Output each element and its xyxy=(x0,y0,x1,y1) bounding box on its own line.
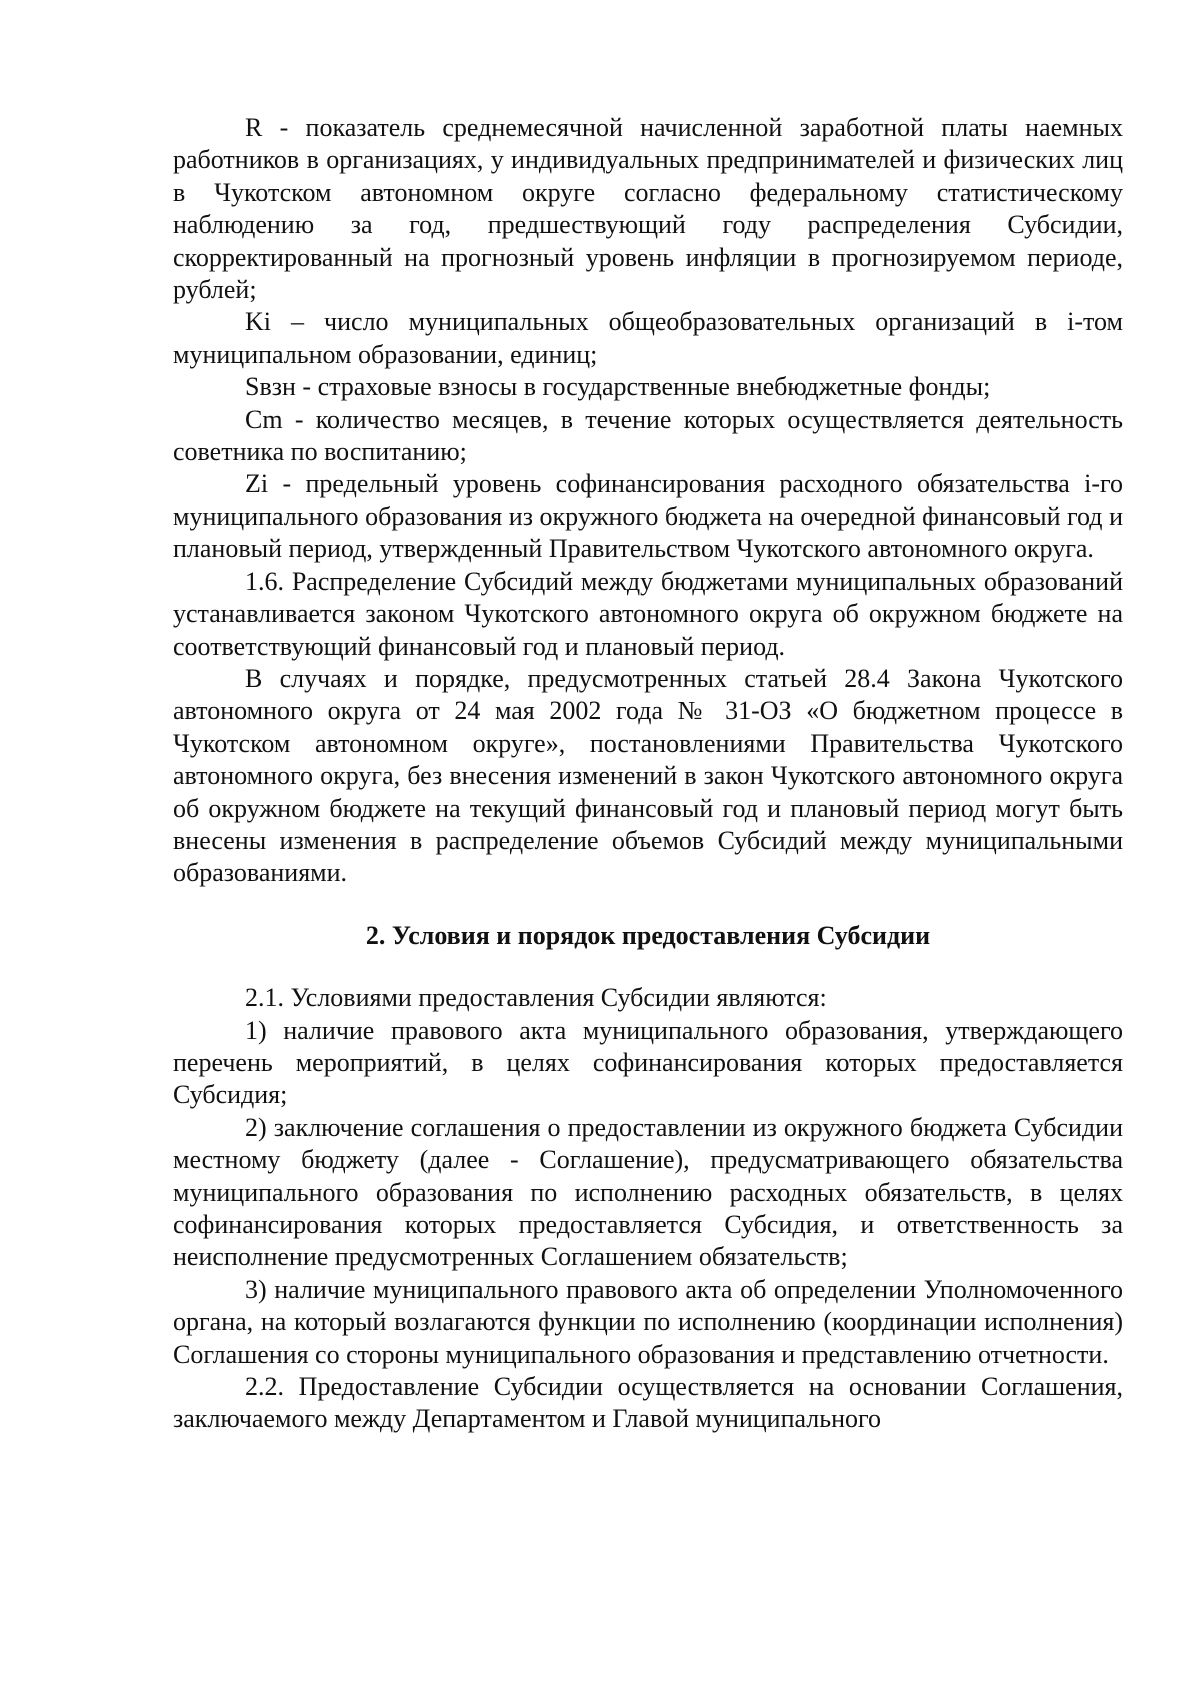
paragraph-1-6: 1.6. Распределение Субсидий между бюджетами муниципальных образований устанавливается законом Чукотского автономного округа об окружном бюджете на соответствующий финансовый год и плановый период. xyxy=(173,566,1123,661)
paragraph-2-1: 2.1. Условиями предоставления Субсидии являются: xyxy=(245,983,827,1013)
paragraph-zi-definition: Zi - предельный уровень софинансирования расходного обязательства i-го муниципального образования из окружного бюджета на очередной финансовый год и плановый период, утвержденный Правительством Чукотского автономного округа. xyxy=(173,469,1123,564)
paragraph-r-definition: R - показатель среднемесячной начисленной заработной платы наемных работников в организациях, у индивидуальных предпринимателей и физических лиц в Чукотском автономном округе согласно федеральному статистическому наблюдению за год, предшествующий году распределения Субсидии, скорректированный на прогнозный уровень инфляции в прогнозируемом периоде, рублей; xyxy=(173,113,1123,305)
section-heading: 2. Условия и порядок предоставления Субсидии xyxy=(365,920,931,950)
paragraph-amendments: В случаях и порядке, предусмотренных статьей 28.4 Закона Чукотского автономного округа от 24 мая 2002 года № 31-ОЗ «О бюджетном процессе в Чукотском автономном округе», постановлениями Правительства Чукотского автономного округа, без внесения изменений в закон Чукотского автономного округа об окружном бюджете на текущий финансовый год и плановый период могут быть внесены изменения в распределение объемов Субсидий между муниципальными образованиями. xyxy=(173,663,1123,888)
paragraph-svzn-definition: Sвзн - страховые взносы в государственные внебюджетные фонды; xyxy=(245,372,991,402)
document-page xyxy=(173,112,1123,1436)
paragraph-condition-3: 3) наличие муниципального правового акта об определении Уполномоченного органа, на который возлагаются функции по исполнению (координации исполнения) Соглашения со стороны муниципального образования и представлению отчетности. xyxy=(173,1274,1123,1369)
paragraph-ki-definition: Ki – число муниципальных общеобразовательных организаций в i-том муниципальном образовании, единиц; xyxy=(173,307,1123,369)
paragraph-condition-1: 1) наличие правового акта муниципального образования, утверждающего перечень мероприятий, в целях софинансирования которых предоставляется Субсидия; xyxy=(173,1015,1123,1110)
paragraph-2-2: 2.2. Предоставление Субсидии осуществляется на основании Соглашения, заключаемого между Департаментом и Главой муниципального xyxy=(173,1372,1123,1434)
paragraph-condition-2: 2) заключение соглашения о предоставлении из окружного бюджета Субсидии местному бюджету (далее - Соглашение), предусматривающего обязательства муниципального образования по исполнению расходных обязательств, в целях софинансирования которых предоставляется Субсидия, и ответственность за неисполнение предусмотренных Соглашением обязательств; xyxy=(173,1112,1123,1272)
paragraph-cm-definition: Cm - количество месяцев, в течение которых осуществляется деятельность советника по воспитанию; xyxy=(173,404,1123,467)
